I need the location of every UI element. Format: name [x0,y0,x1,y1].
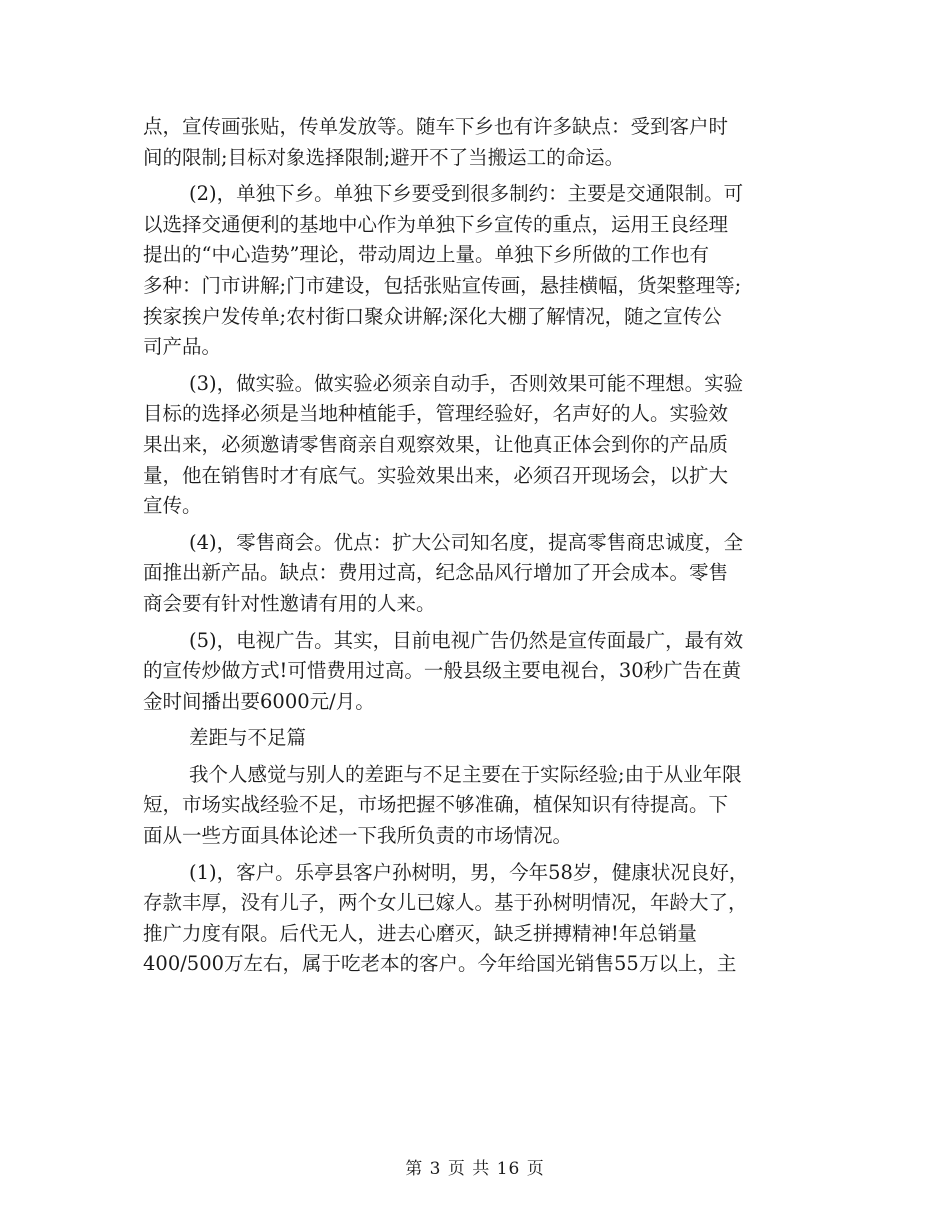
text-line: 短，市场实战经验不足，市场把握不够准确，植保知识有待提高。下 [143,793,729,817]
text-line: 面推出新产品。缺点：费用过高，纪念品风行增加了开会成本。零售 [143,561,729,585]
text-line: 点，宣传画张贴，传单发放等。随车下乡也有许多缺点：受到客户时 [143,115,729,138]
text-line: 量，他在销售时才有底气。实验效果出来，必须召开现场会，以扩大 [143,463,729,487]
text-line: 的宣传炒做方式!可惜费用过高。一般县级主要电视台，30秒广告在黄 [143,659,742,683]
paragraph [143,858,808,980]
text-line: 金时间播出要6000元/月。 [143,689,375,713]
paragraph [143,760,808,852]
text-line: 挨家挨户发传单;农村街口聚众讲解;深化大棚了解情况，随之宣传公 [143,304,722,328]
text-line: 宣传。 [143,494,202,518]
paragraph [143,528,808,620]
text-line: 多种：门市讲解;门市建设，包括张贴宣传画，悬挂横幅，货架整理等; [143,273,742,297]
paragraph [143,179,808,363]
text-line: 推广力度有限。后代无人，进去心磨灭，缺乏拼搏精神!年总销量 [143,921,697,945]
text-line: 司产品。 [143,335,222,359]
paragraph [143,369,808,522]
text-line: 差距与不足篇 [189,726,307,750]
text-line: (1)，客户。乐亭县客户孙树明，男，今年58岁，健康状况良好， [189,860,749,884]
text-line: 存款丰厚，没有儿子，两个女儿已嫁人。基于孙树明情况，年龄大了， [143,891,748,915]
paragraph [143,112,808,173]
text-line: 商会要有针对性邀请有用的人来。 [143,591,436,615]
document-body [143,112,808,980]
section-heading [143,723,808,754]
text-line: 提出的“中心造势”理论，带动周边上量。单独下乡所做的工作也有 [143,243,709,267]
text-line: (2)，单独下乡。单独下乡要受到很多制约：主要是交通限制。可 [189,182,744,206]
text-line: 果出来，必须邀请零售商亲自观察效果，让他真正体会到你的产品质 [143,432,729,456]
text-line: 面从一些方面具体论述一下我所负责的市场情况。 [143,824,573,848]
text-line: 目标的选择必须是当地种植能手，管理经验好，名声好的人。实验效 [143,402,729,426]
text-line: 间的限制;目标对象选择限制;避开不了当搬运工的命运。 [143,145,625,169]
text-line: (3)，做实验。做实验必须亲自动手，否则效果可能不理想。实验 [189,371,744,395]
paragraph [143,626,808,718]
text-line: 我个人感觉与别人的差距与不足主要在于实际经验;由于从业年限 [189,762,742,786]
text-line: 以选择交通便利的基地中心作为单独下乡宣传的重点，运用王良经理 [143,212,729,236]
text-line: (4)，零售商会。优点：扩大公司知名度，提高零售商忠诚度，全 [189,530,744,554]
text-line: (5)，电视广告。其实，目前电视广告仍然是宣传面最广，最有效 [189,628,744,652]
page-number: 第 3 页 共 16 页 [405,1159,545,1179]
text-line: 400/500万左右，属于吃老本的客户。今年给国光销售55万以上，主 [143,952,737,976]
